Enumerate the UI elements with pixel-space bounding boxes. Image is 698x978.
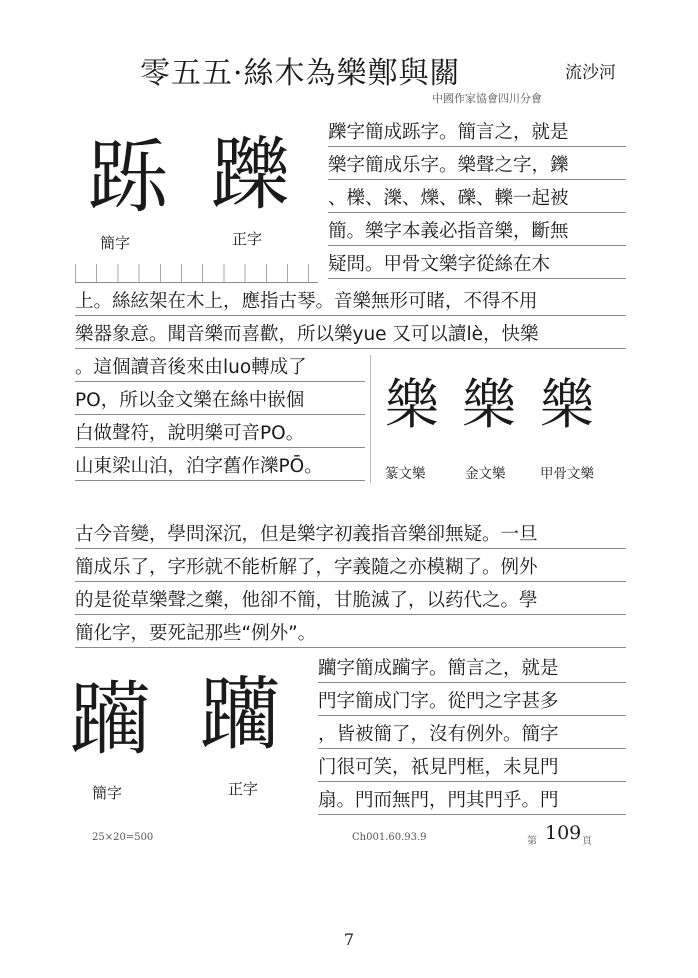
text-line: 樂器象意。聞音樂而喜歡，所以樂yue 又可以讀lè，快樂 [75, 320, 626, 349]
glyph-caption: 篆文樂 [385, 466, 426, 482]
text-line: 簡。樂字本義必指音樂，斷無 [328, 217, 626, 246]
empty-grid-cells [75, 264, 318, 283]
text-line: 、櫟、濼、爍、礫、轢一起被 [328, 184, 626, 213]
grid-spec-label: 25×20=500 [92, 832, 154, 843]
text-line: 躪字簡成躏字。簡言之，就是 [318, 654, 626, 683]
simplified-char-2: 躏 [70, 673, 150, 766]
text-line: 上。絲絃架在木上，應指古琴。音樂無形可睹，不得不用 [75, 287, 626, 316]
traditional-caption-1: 正字 [232, 230, 263, 248]
simplified-caption-2: 簡字 [92, 784, 123, 802]
text-line: 白做聲符，說明樂可音PO。 [75, 419, 365, 448]
print-page-number: 7 [343, 930, 355, 949]
text-line: 門字簡成门字。從門之字甚多 [318, 687, 626, 716]
text-line: 扇。門而無門，門其門乎。門 [318, 786, 626, 815]
text-line: 古今音變，學問深沉，但是樂字初義指音樂卻無疑。一旦 [75, 520, 626, 549]
author-name: 流沙河 [565, 63, 616, 83]
paper-code-label: Ch001.60.93.9 [352, 832, 427, 843]
traditional-caption-2: 正字 [228, 780, 259, 798]
text-line: ，皆被簡了，沒有例外。簡字 [318, 720, 626, 749]
glyph-caption: 甲骨文樂 [540, 466, 594, 482]
simplified-char-1: 跞 [88, 131, 168, 224]
text-line: 的是從草樂聲之藥，他卻不簡，甘脆滅了，以药代之。學 [75, 586, 626, 615]
text-line: 簡成乐了，字形就不能析解了，字義隨之亦模糊了。例外 [75, 553, 626, 582]
glyph-area-divider [370, 355, 371, 483]
seal-script-le-glyph: 樂 [385, 373, 439, 436]
oracle-bone-le-glyph: 樂 [540, 373, 594, 436]
text-line: 簡化字，要死記那些“例外”。 [75, 619, 626, 648]
essay-title: 零五五·絲木為樂鄭與關 [140, 56, 461, 91]
page-label-post: 頁 [582, 836, 592, 847]
text-line: 樂字簡成乐字。樂聲之字，鑠 [328, 151, 626, 180]
text-line: PO，所以金文樂在絲中嵌個 [75, 386, 365, 415]
glyph-caption: 金文樂 [465, 466, 506, 482]
traditional-char-1: 躒 [210, 128, 290, 221]
traditional-char-2: 躪 [200, 668, 280, 761]
text-line: 。這個讀音後來由luo轉成了 [75, 353, 365, 382]
text-line: 躒字簡成跞字。簡言之，就是 [328, 118, 626, 147]
manuscript-page-number: 109 [545, 822, 582, 844]
text-line: 疑問。甲骨文樂字從絲在木 [328, 250, 626, 279]
bronze-script-le-glyph: 樂 [462, 373, 516, 436]
simplified-caption-1: 簡字 [100, 234, 131, 252]
text-line: 门很可笑，祇見門框，未見門 [318, 753, 626, 782]
association-stamp: 中國作家協會四川分會 [432, 92, 542, 105]
page-label-pre: 第 [527, 836, 537, 847]
text-line: 山東梁山泊，泊字舊作濼PŌ。 [75, 452, 365, 481]
